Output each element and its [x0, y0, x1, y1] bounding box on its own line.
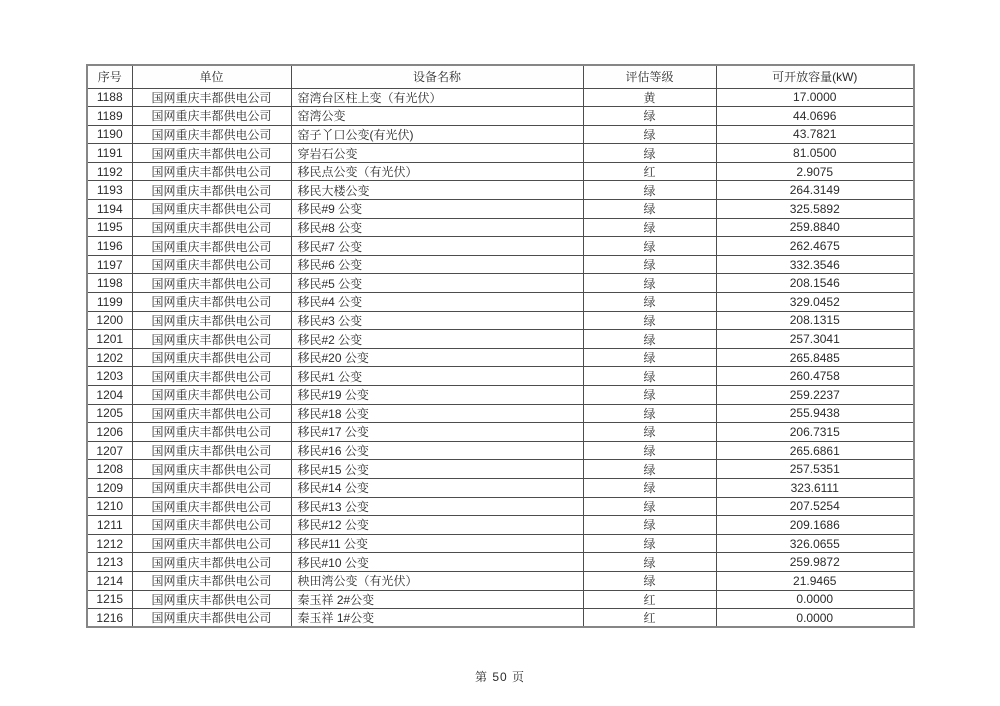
cell-device: 移民点公变（有光伏） [291, 162, 583, 181]
cell-capacity: 262.4675 [716, 237, 914, 256]
cell-unit: 国网重庆丰都供电公司 [132, 237, 291, 256]
cell-capacity: 44.0696 [716, 107, 914, 126]
cell-unit: 国网重庆丰都供电公司 [132, 590, 291, 609]
page-number: 第 50 页 [474, 670, 526, 684]
cell-capacity: 332.3546 [716, 255, 914, 274]
cell-grade: 绿 [583, 237, 716, 256]
cell-seq: 1189 [87, 107, 132, 126]
cell-capacity: 323.6111 [716, 478, 914, 497]
cell-capacity: 208.1315 [716, 311, 914, 330]
cell-device: 移民#1 公变 [291, 367, 583, 386]
cell-grade: 绿 [583, 404, 716, 423]
cell-capacity: 2.9075 [716, 162, 914, 181]
table-row [87, 423, 914, 442]
cell-unit: 国网重庆丰都供电公司 [132, 609, 291, 628]
cell-device: 移民#15 公变 [291, 460, 583, 479]
cell-capacity: 259.8840 [716, 218, 914, 237]
table-row [87, 460, 914, 479]
cell-device: 移民#10 公变 [291, 553, 583, 572]
cell-unit: 国网重庆丰都供电公司 [132, 162, 291, 181]
cell-device: 移民大楼公变 [291, 181, 583, 200]
cell-unit: 国网重庆丰都供电公司 [132, 330, 291, 349]
cell-unit: 国网重庆丰都供电公司 [132, 460, 291, 479]
cell-device: 移民#6 公变 [291, 255, 583, 274]
column-header-capacity: 可开放容量(kW) [716, 65, 914, 88]
cell-device: 移民#13 公变 [291, 497, 583, 516]
cell-capacity: 265.8485 [716, 348, 914, 367]
cell-unit: 国网重庆丰都供电公司 [132, 255, 291, 274]
cell-grade: 绿 [583, 218, 716, 237]
cell-seq: 1214 [87, 571, 132, 590]
cell-capacity: 329.0452 [716, 293, 914, 312]
cell-grade: 红 [583, 162, 716, 181]
cell-device: 移民#4 公变 [291, 293, 583, 312]
cell-grade: 绿 [583, 534, 716, 553]
cell-device: 窑湾台区柱上变（有光伏） [291, 88, 583, 107]
cell-device: 秧田湾公变（有光伏） [291, 571, 583, 590]
table-row [87, 311, 914, 330]
cell-unit: 国网重庆丰都供电公司 [132, 404, 291, 423]
cell-capacity: 209.1686 [716, 516, 914, 535]
cell-grade: 绿 [583, 460, 716, 479]
cell-seq: 1202 [87, 348, 132, 367]
cell-grade: 绿 [583, 441, 716, 460]
cell-grade: 绿 [583, 181, 716, 200]
cell-seq: 1203 [87, 367, 132, 386]
cell-device: 移民#9 公变 [291, 200, 583, 219]
table-row [87, 571, 914, 590]
table-row [87, 609, 914, 628]
cell-unit: 国网重庆丰都供电公司 [132, 478, 291, 497]
cell-seq: 1212 [87, 534, 132, 553]
cell-grade: 绿 [583, 311, 716, 330]
cell-capacity: 325.5892 [716, 200, 914, 219]
cell-capacity: 260.4758 [716, 367, 914, 386]
cell-capacity: 43.7821 [716, 125, 914, 144]
column-header-device: 设备名称 [291, 65, 583, 88]
cell-grade: 绿 [583, 553, 716, 572]
table-row [87, 125, 914, 144]
cell-seq: 1206 [87, 423, 132, 442]
cell-device: 移民#5 公变 [291, 274, 583, 293]
table-row [87, 478, 914, 497]
cell-device: 移民#17 公变 [291, 423, 583, 442]
cell-unit: 国网重庆丰都供电公司 [132, 571, 291, 590]
cell-grade: 绿 [583, 125, 716, 144]
cell-device: 移民#2 公变 [291, 330, 583, 349]
capacity-table [86, 64, 915, 628]
cell-seq: 1192 [87, 162, 132, 181]
cell-grade: 黄 [583, 88, 716, 107]
table-row [87, 107, 914, 126]
cell-grade: 绿 [583, 144, 716, 163]
table-row [87, 218, 914, 237]
cell-seq: 1188 [87, 88, 132, 107]
cell-grade: 绿 [583, 348, 716, 367]
table-row [87, 330, 914, 349]
cell-grade: 绿 [583, 423, 716, 442]
cell-device: 移民#16 公变 [291, 441, 583, 460]
cell-capacity: 0.0000 [716, 590, 914, 609]
table-row [87, 293, 914, 312]
cell-capacity: 259.9872 [716, 553, 914, 572]
cell-capacity: 81.0500 [716, 144, 914, 163]
cell-seq: 1201 [87, 330, 132, 349]
cell-capacity: 255.9438 [716, 404, 914, 423]
cell-grade: 红 [583, 609, 716, 628]
cell-seq: 1193 [87, 181, 132, 200]
cell-grade: 绿 [583, 367, 716, 386]
cell-capacity: 0.0000 [716, 609, 914, 628]
cell-unit: 国网重庆丰都供电公司 [132, 497, 291, 516]
cell-unit: 国网重庆丰都供电公司 [132, 107, 291, 126]
cell-grade: 绿 [583, 571, 716, 590]
cell-device: 窑子丫口公变(有光伏) [291, 125, 583, 144]
cell-seq: 1196 [87, 237, 132, 256]
table-row [87, 144, 914, 163]
cell-unit: 国网重庆丰都供电公司 [132, 386, 291, 405]
cell-capacity: 21.9465 [716, 571, 914, 590]
cell-seq: 1198 [87, 274, 132, 293]
cell-seq: 1204 [87, 386, 132, 405]
cell-device: 移民#8 公变 [291, 218, 583, 237]
table-row [87, 88, 914, 107]
cell-device: 移民#7 公变 [291, 237, 583, 256]
table-row [87, 516, 914, 535]
cell-device: 移民#14 公变 [291, 478, 583, 497]
cell-grade: 绿 [583, 478, 716, 497]
table-row [87, 348, 914, 367]
cell-device: 窑湾公变 [291, 107, 583, 126]
cell-seq: 1190 [87, 125, 132, 144]
cell-device: 秦玉祥 1#公变 [291, 609, 583, 628]
table-row [87, 181, 914, 200]
cell-capacity: 264.3149 [716, 181, 914, 200]
cell-capacity: 326.0655 [716, 534, 914, 553]
cell-seq: 1199 [87, 293, 132, 312]
cell-seq: 1200 [87, 311, 132, 330]
cell-device: 移民#3 公变 [291, 311, 583, 330]
cell-unit: 国网重庆丰都供电公司 [132, 311, 291, 330]
cell-unit: 国网重庆丰都供电公司 [132, 218, 291, 237]
cell-seq: 1213 [87, 553, 132, 572]
table-row [87, 553, 914, 572]
cell-unit: 国网重庆丰都供电公司 [132, 274, 291, 293]
cell-capacity: 265.6861 [716, 441, 914, 460]
cell-unit: 国网重庆丰都供电公司 [132, 534, 291, 553]
cell-device: 穿岩石公变 [291, 144, 583, 163]
cell-capacity: 206.7315 [716, 423, 914, 442]
cell-capacity: 17.0000 [716, 88, 914, 107]
cell-seq: 1215 [87, 590, 132, 609]
cell-seq: 1216 [87, 609, 132, 628]
cell-unit: 国网重庆丰都供电公司 [132, 125, 291, 144]
table-row [87, 497, 914, 516]
cell-unit: 国网重庆丰都供电公司 [132, 88, 291, 107]
table-row [87, 386, 914, 405]
cell-grade: 绿 [583, 516, 716, 535]
table-row [87, 237, 914, 256]
table-header [87, 65, 914, 88]
cell-grade: 绿 [583, 497, 716, 516]
table-row [87, 200, 914, 219]
cell-unit: 国网重庆丰都供电公司 [132, 200, 291, 219]
cell-grade: 绿 [583, 293, 716, 312]
table-row [87, 274, 914, 293]
cell-grade: 绿 [583, 107, 716, 126]
cell-unit: 国网重庆丰都供电公司 [132, 423, 291, 442]
cell-capacity: 257.5351 [716, 460, 914, 479]
cell-device: 移民#11 公变 [291, 534, 583, 553]
cell-unit: 国网重庆丰都供电公司 [132, 516, 291, 535]
cell-device: 移民#12 公变 [291, 516, 583, 535]
cell-unit: 国网重庆丰都供电公司 [132, 181, 291, 200]
cell-capacity: 257.3041 [716, 330, 914, 349]
cell-capacity: 259.2237 [716, 386, 914, 405]
cell-grade: 绿 [583, 330, 716, 349]
cell-capacity: 207.5254 [716, 497, 914, 516]
cell-seq: 1194 [87, 200, 132, 219]
cell-seq: 1210 [87, 497, 132, 516]
cell-grade: 红 [583, 590, 716, 609]
cell-unit: 国网重庆丰都供电公司 [132, 348, 291, 367]
table-row [87, 255, 914, 274]
cell-unit: 国网重庆丰都供电公司 [132, 144, 291, 163]
cell-unit: 国网重庆丰都供电公司 [132, 293, 291, 312]
cell-device: 移民#19 公变 [291, 386, 583, 405]
column-header-seq: 序号 [87, 65, 132, 88]
table-row [87, 590, 914, 609]
table-body [87, 88, 914, 627]
cell-seq: 1207 [87, 441, 132, 460]
cell-seq: 1209 [87, 478, 132, 497]
column-header-grade: 评估等级 [583, 65, 716, 88]
cell-device: 秦玉祥 2#公变 [291, 590, 583, 609]
cell-unit: 国网重庆丰都供电公司 [132, 441, 291, 460]
column-header-unit: 单位 [132, 65, 291, 88]
cell-device: 移民#18 公变 [291, 404, 583, 423]
cell-seq: 1191 [87, 144, 132, 163]
table-row [87, 534, 914, 553]
cell-grade: 绿 [583, 386, 716, 405]
cell-capacity: 208.1546 [716, 274, 914, 293]
cell-unit: 国网重庆丰都供电公司 [132, 553, 291, 572]
cell-unit: 国网重庆丰都供电公司 [132, 367, 291, 386]
cell-grade: 绿 [583, 200, 716, 219]
table-row [87, 404, 914, 423]
cell-grade: 绿 [583, 255, 716, 274]
cell-seq: 1205 [87, 404, 132, 423]
table-row [87, 367, 914, 386]
cell-device: 移民#20 公变 [291, 348, 583, 367]
cell-seq: 1195 [87, 218, 132, 237]
table-row [87, 441, 914, 460]
cell-seq: 1208 [87, 460, 132, 479]
cell-grade: 绿 [583, 274, 716, 293]
cell-seq: 1197 [87, 255, 132, 274]
table-row [87, 162, 914, 181]
cell-seq: 1211 [87, 516, 132, 535]
table-header-row [87, 65, 914, 88]
